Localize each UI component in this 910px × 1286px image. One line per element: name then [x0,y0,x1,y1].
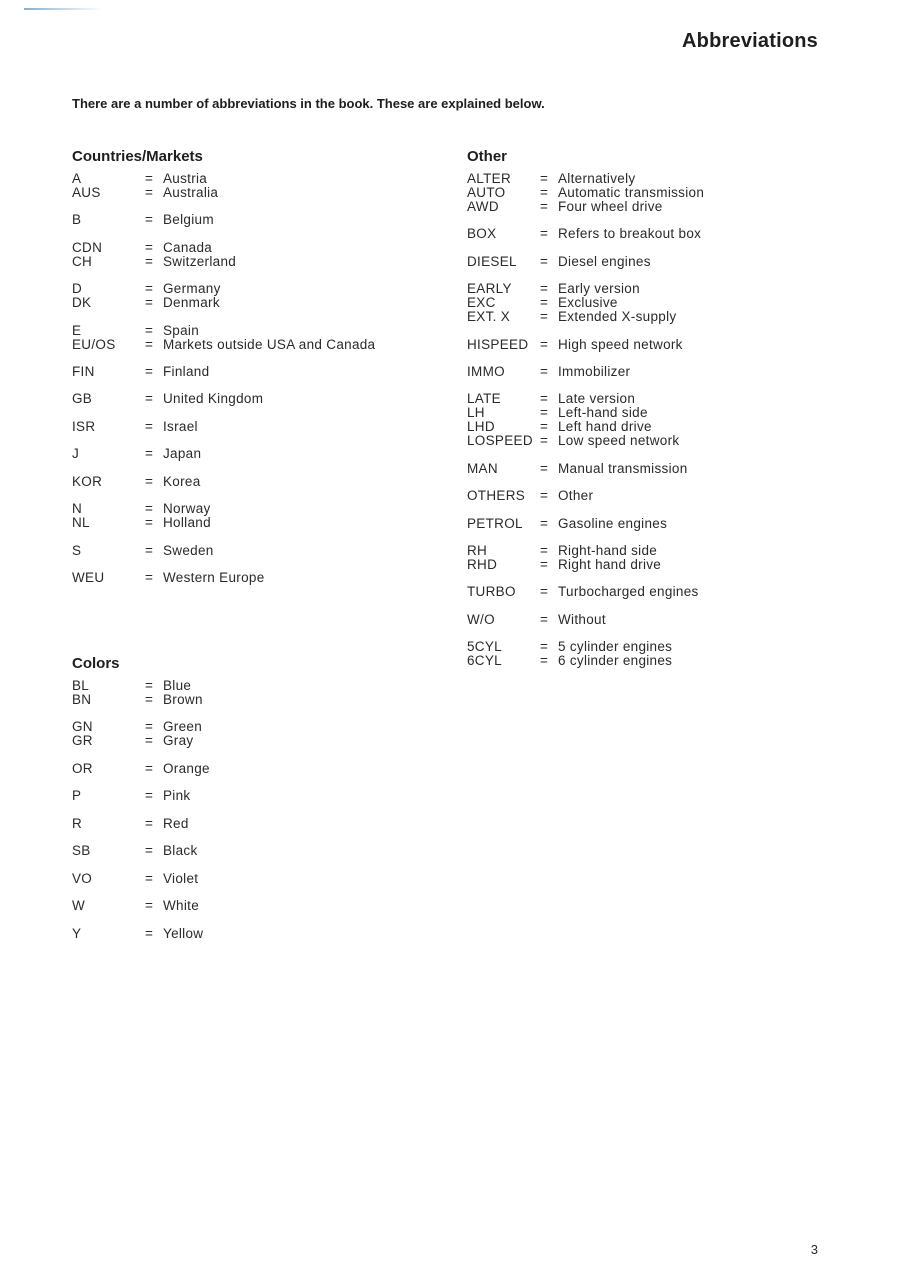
abbreviation-meaning: Left-hand side [558,405,648,421]
abbreviation-code: B [72,212,82,228]
abbreviation-meaning: Green [163,719,203,735]
page-number: 3 [810,1242,818,1257]
abbreviation-group [467,172,704,214]
abbreviation-code: FIN [72,363,95,379]
countries-markets-list [72,172,375,585]
abbreviation-row [72,693,210,707]
intro-text: There are a number of abbreviations in the book. These are explained below. [72,96,545,111]
abbreviation-meaning: Low speed network [558,433,680,449]
abbreviation-code: D [72,281,83,297]
abbreviation-meaning: Western Europe [163,570,265,586]
abbreviation-code: HISPEED [467,336,529,352]
abbreviation-row [72,571,375,585]
abbreviation-meaning: Korea [163,473,201,489]
abbreviation-meaning: Automatic transmission [558,184,705,200]
abbreviation-group [467,585,704,599]
abbreviation-code: NL [72,515,90,531]
equals-sign: = [540,611,549,627]
equals-sign: = [145,446,154,462]
abbreviation-row [72,172,375,186]
abbreviation-code: W [72,898,86,914]
abbreviation-group [467,227,704,241]
abbreviation-row [72,516,375,530]
equals-sign: = [145,760,154,776]
equals-sign: = [145,212,154,228]
abbreviation-meaning: Exclusive [558,295,618,311]
abbreviation-code: LATE [467,391,501,407]
equals-sign: = [145,391,154,407]
abbreviation-meaning: Yellow [163,925,204,941]
abbreviation-row [72,392,375,406]
colors-list [72,679,210,941]
equals-sign: = [145,678,154,693]
abbreviation-meaning: Japan [163,446,202,462]
abbreviation-row [467,310,704,324]
equals-sign: = [145,719,154,735]
abbreviation-group [72,679,210,707]
abbreviation-row [467,365,704,379]
equals-sign: = [145,363,154,379]
abbreviation-row [72,475,375,489]
countries-markets-section [72,148,375,599]
equals-sign: = [540,253,549,269]
abbreviation-group [72,213,375,227]
equals-sign: = [145,295,154,311]
abbreviation-row [72,282,375,296]
abbreviation-meaning: Diesel engines [558,253,651,269]
abbreviation-row [72,872,210,886]
abbreviation-group [467,255,704,269]
equals-sign: = [145,239,154,255]
abbreviation-code: Y [72,925,82,941]
abbreviation-group [467,517,704,531]
abbreviation-meaning: Israel [163,418,198,434]
abbreviation-meaning: Four wheel drive [558,198,663,214]
other-heading: Other [467,148,508,165]
abbreviation-meaning: Manual transmission [558,460,688,476]
equals-sign: = [540,543,549,559]
equals-sign: = [145,515,154,531]
abbreviation-meaning: Belgium [163,212,214,228]
abbreviation-meaning: Canada [163,239,213,255]
equals-sign: = [540,653,549,669]
abbreviation-code: IMMO [467,363,505,379]
abbreviation-code: ISR [72,418,96,434]
abbreviation-meaning: Gasoline engines [558,515,668,531]
equals-sign: = [145,336,154,352]
abbreviation-row [467,558,704,572]
equals-sign: = [145,843,154,859]
abbreviation-meaning: Australia [163,184,219,200]
abbreviation-row [467,613,704,627]
abbreviation-group [467,489,704,503]
abbreviation-meaning: High speed network [558,336,683,352]
equals-sign: = [145,691,154,707]
abbreviation-group [467,365,704,379]
abbreviation-group [72,241,375,269]
abbreviation-group [72,502,375,530]
abbreviation-code: AUS [72,184,101,200]
abbreviation-row [72,447,375,461]
abbreviation-row [72,789,210,803]
equals-sign: = [540,419,549,435]
abbreviation-row [467,200,704,214]
abbreviation-meaning: Blue [163,678,192,693]
abbreviation-code: CDN [72,239,103,255]
abbreviation-row [467,489,704,503]
colors-heading: Colors [72,655,120,672]
abbreviation-row [467,296,704,310]
abbreviation-code: EXC [467,295,496,311]
abbreviation-meaning: Right hand drive [558,556,662,572]
abbreviation-meaning: Orange [163,760,210,776]
abbreviation-group [72,392,375,406]
abbreviation-group [72,571,375,585]
abbreviation-row [72,296,375,310]
abbreviation-row [467,585,704,599]
equals-sign: = [540,198,549,214]
abbreviation-group [467,640,704,668]
abbreviation-code: R [72,815,83,831]
abbreviation-row [467,338,704,352]
equals-sign: = [540,515,549,531]
abbreviation-code: TURBO [467,584,516,600]
abbreviation-group [72,172,375,200]
equals-sign: = [540,184,549,200]
abbreviation-row [467,406,704,420]
abbreviation-group [467,613,704,627]
abbreviation-row [72,544,375,558]
abbreviation-meaning: Switzerland [163,253,237,269]
abbreviation-group [467,462,704,476]
abbreviation-group [72,899,210,913]
abbreviation-group [72,544,375,558]
abbreviation-code: GB [72,391,93,407]
abbreviation-row [467,392,704,406]
abbreviation-meaning: Black [163,843,198,859]
equals-sign: = [540,226,549,242]
abbreviation-code: GN [72,719,93,735]
equals-sign: = [145,733,154,749]
abbreviation-row [467,640,704,654]
equals-sign: = [145,925,154,941]
abbreviation-code: LH [467,405,485,421]
abbreviation-row [467,186,704,200]
decorative-corner-line [24,8,102,10]
abbreviation-meaning: Extended X-supply [558,309,677,325]
abbreviation-group [72,475,375,489]
equals-sign: = [540,391,549,407]
abbreviation-code: DIESEL [467,253,517,269]
abbreviation-code: W/O [467,611,495,627]
abbreviation-code: LHD [467,419,495,435]
abbreviation-code: DK [72,295,92,311]
abbreviation-code: LOSPEED [467,433,533,449]
abbreviation-code: J [72,446,80,462]
equals-sign: = [540,488,549,504]
equals-sign: = [145,570,154,586]
abbreviation-code: 5CYL [467,639,502,655]
abbreviation-code: OR [72,760,93,776]
abbreviation-code: AWD [467,198,499,214]
abbreviation-group [467,282,704,324]
abbreviation-meaning: Spain [163,322,200,338]
abbreviation-row [72,762,210,776]
equals-sign: = [540,639,549,655]
abbreviation-code: BOX [467,226,497,242]
equals-sign: = [145,542,154,558]
abbreviation-code: EXT. X [467,309,511,325]
abbreviation-row [467,434,704,448]
abbreviation-code: PETROL [467,515,523,531]
abbreviation-group [72,762,210,776]
abbreviation-meaning: Immobilizer [558,363,631,379]
abbreviation-group [72,282,375,310]
abbreviation-code: RH [467,543,488,559]
abbreviation-meaning: Holland [163,515,211,531]
abbreviation-group [72,844,210,858]
abbreviation-row [467,255,704,269]
equals-sign: = [540,584,549,600]
equals-sign: = [540,405,549,421]
equals-sign: = [540,363,549,379]
abbreviation-meaning: Late version [558,391,636,407]
abbreviation-row [72,213,375,227]
abbreviation-code: EARLY [467,281,512,297]
abbreviation-code: P [72,788,82,804]
abbreviation-row [72,324,375,338]
abbreviation-meaning: 6 cylinder engines [558,653,673,669]
equals-sign: = [145,418,154,434]
abbreviation-row [72,255,375,269]
abbreviation-row [72,927,210,941]
abbreviation-meaning: Markets outside USA and Canada [163,336,376,352]
abbreviation-group [72,817,210,831]
abbreviation-row [72,241,375,255]
abbreviation-meaning: Gray [163,733,194,749]
abbreviation-meaning: Refers to breakout box [558,226,702,242]
abbreviation-meaning: Left hand drive [558,419,652,435]
abbreviation-code: GR [72,733,93,749]
abbreviation-row [72,720,210,734]
abbreviation-meaning: Germany [163,281,221,297]
equals-sign: = [145,898,154,914]
abbreviation-meaning: Right-hand side [558,543,658,559]
abbreviation-meaning: Other [558,488,594,504]
equals-sign: = [540,336,549,352]
abbreviation-group [72,324,375,352]
other-section [467,148,704,682]
abbreviation-meaning: Turbocharged engines [558,584,699,600]
abbreviation-group [467,544,704,572]
equals-sign: = [540,433,549,449]
abbreviation-meaning: Violet [163,870,199,886]
abbreviation-code: OTHERS [467,488,526,504]
equals-sign: = [540,309,549,325]
abbreviation-row [72,365,375,379]
abbreviation-group [467,338,704,352]
abbreviation-group [72,927,210,941]
abbreviation-row [467,282,704,296]
abbreviation-row [467,462,704,476]
abbreviation-row [72,899,210,913]
abbreviation-row [72,679,210,693]
abbreviation-code: WEU [72,570,105,586]
abbreviation-meaning: Without [558,611,606,627]
abbreviation-group [467,392,704,448]
page-title: Abbreviations [682,30,818,52]
abbreviation-code: A [72,171,82,186]
abbreviation-group [72,365,375,379]
abbreviation-code: VO [72,870,93,886]
abbreviation-group [72,872,210,886]
abbreviation-row [72,502,375,516]
abbreviation-meaning: United Kingdom [163,391,264,407]
abbreviation-code: MAN [467,460,498,476]
abbreviation-code: KOR [72,473,103,489]
abbreviation-row [72,734,210,748]
abbreviation-code: BL [72,678,90,693]
equals-sign: = [540,281,549,297]
abbreviation-row [467,227,704,241]
abbreviation-group [72,789,210,803]
abbreviation-code: N [72,501,83,517]
equals-sign: = [540,460,549,476]
abbreviation-row [72,844,210,858]
abbreviation-meaning: Sweden [163,542,214,558]
abbreviation-code: S [72,542,82,558]
equals-sign: = [145,281,154,297]
abbreviation-group [72,720,210,748]
other-list [467,172,704,668]
abbreviation-code: CH [72,253,93,269]
equals-sign: = [145,501,154,517]
abbreviation-meaning: Pink [163,788,191,804]
abbreviation-group [72,420,375,434]
abbreviation-row [467,654,704,668]
equals-sign: = [145,184,154,200]
colors-section [72,655,210,954]
abbreviation-meaning: Austria [163,171,208,186]
abbreviation-row [467,420,704,434]
abbreviation-code: AUTO [467,184,506,200]
abbreviation-row [72,817,210,831]
abbreviation-row [72,420,375,434]
abbreviation-meaning: Alternatively [558,171,636,186]
abbreviation-row [72,338,375,352]
abbreviation-code: EU/OS [72,336,116,352]
abbreviation-meaning: Brown [163,691,203,707]
abbreviation-meaning: 5 cylinder engines [558,639,673,655]
abbreviation-code: RHD [467,556,498,572]
abbreviation-row [72,186,375,200]
abbreviation-row [467,544,704,558]
abbreviation-code: ALTER [467,171,512,186]
abbreviation-code: BN [72,691,92,707]
equals-sign: = [540,556,549,572]
abbreviation-meaning: Finland [163,363,210,379]
abbreviation-meaning: Norway [163,501,211,517]
equals-sign: = [540,295,549,311]
equals-sign: = [145,322,154,338]
equals-sign: = [145,253,154,269]
abbreviation-meaning: White [163,898,200,914]
equals-sign: = [540,171,549,186]
abbreviation-row [467,517,704,531]
abbreviation-code: E [72,322,82,338]
abbreviation-meaning: Early version [558,281,640,297]
abbreviation-row [467,172,704,186]
abbreviation-group [72,447,375,461]
equals-sign: = [145,171,154,186]
abbreviation-meaning: Red [163,815,189,831]
equals-sign: = [145,815,154,831]
equals-sign: = [145,473,154,489]
abbreviation-meaning: Denmark [163,295,220,311]
equals-sign: = [145,788,154,804]
abbreviation-code: 6CYL [467,653,502,669]
countries-markets-heading: Countries/Markets [72,148,203,165]
abbreviation-code: SB [72,843,91,859]
equals-sign: = [145,870,154,886]
